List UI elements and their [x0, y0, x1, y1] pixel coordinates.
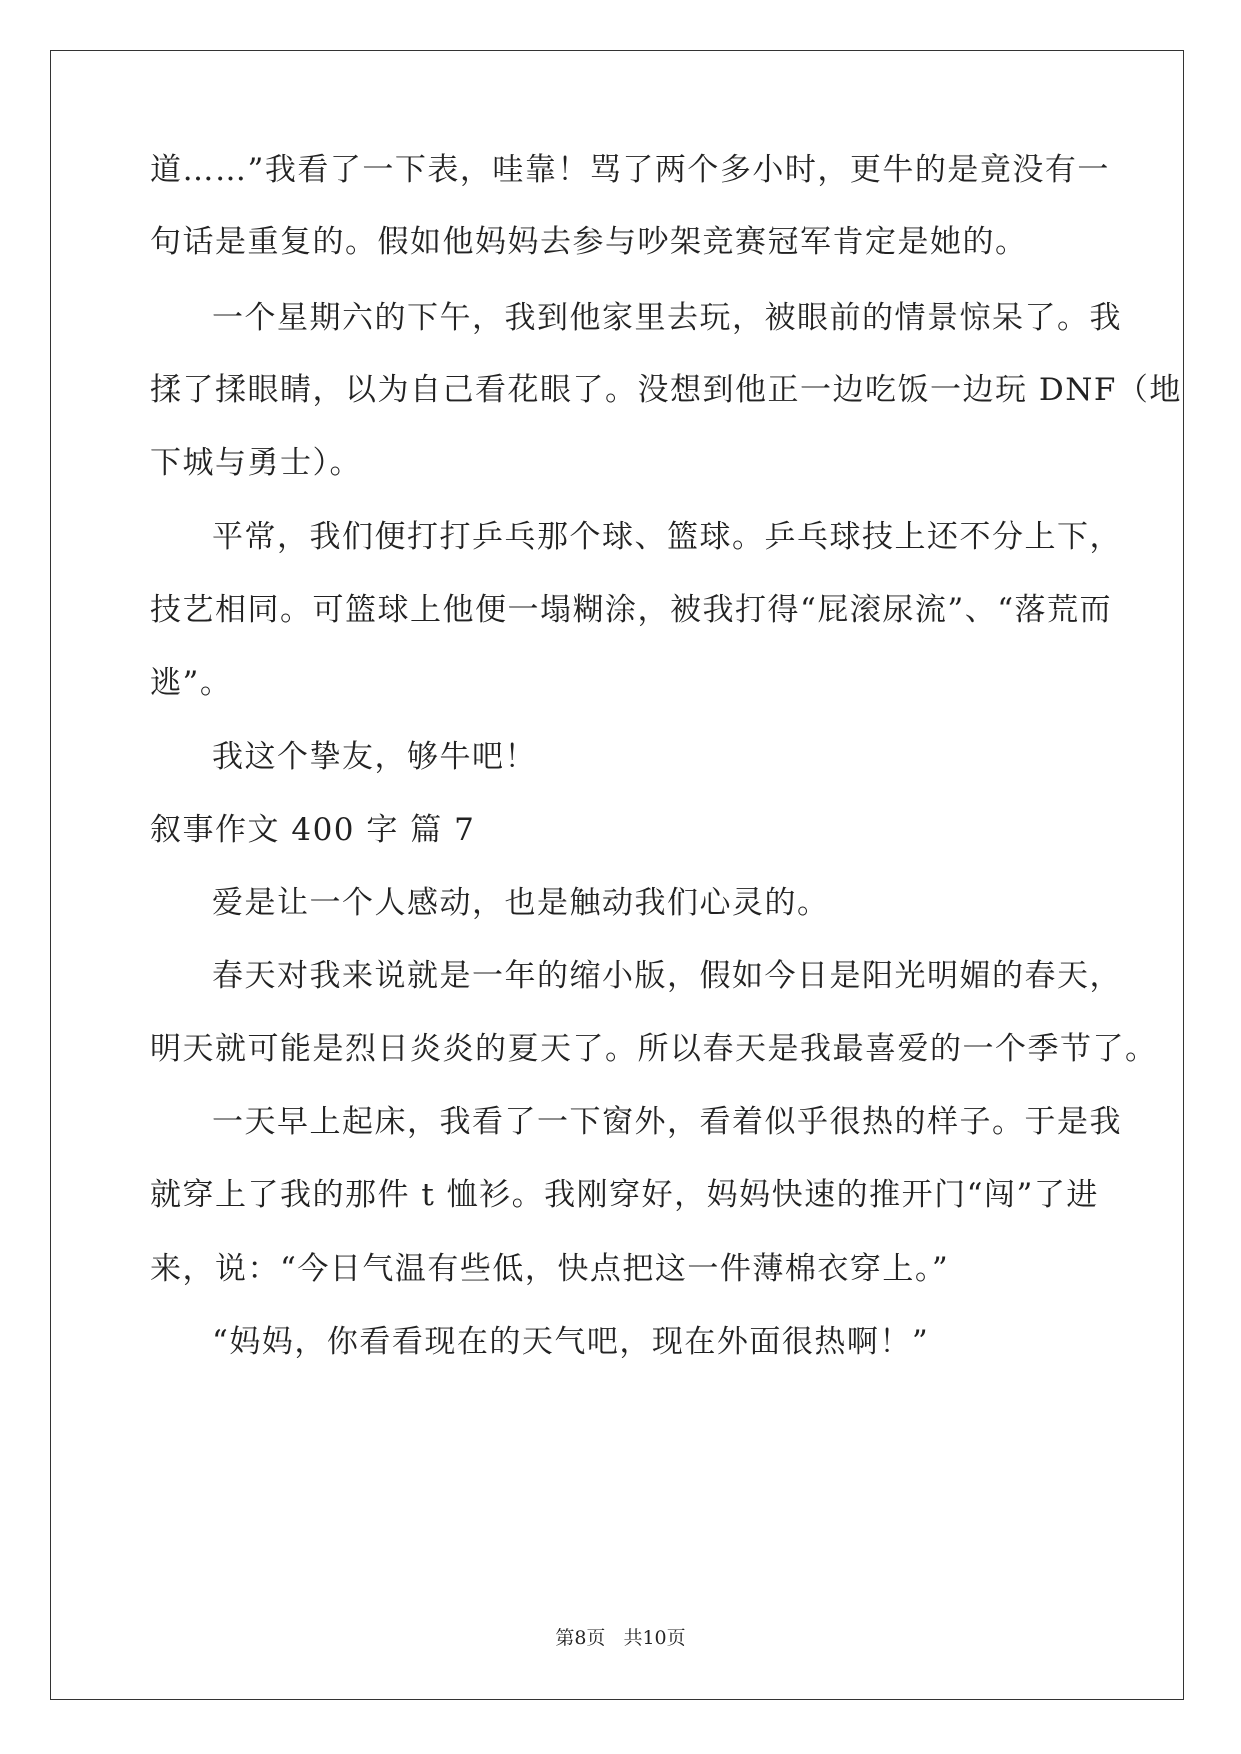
text-line: 一天早上起床，我看了一下窗外，看着似乎很热的样子。于是我: [212, 1104, 1122, 1140]
text-line: 一个星期六的下午，我到他家里去玩，被眼前的情景惊呆了。我: [212, 300, 1122, 336]
text-line: 句话是重复的。假如他妈妈去参与吵架竞赛冠军肯定是她的。: [150, 224, 1028, 260]
text-line: 就穿上了我的那件 t 恤衫。我刚穿好，妈妈快速的推开门“闯”了进: [150, 1177, 1099, 1213]
text-line: 逃”。: [150, 665, 233, 701]
text-line: 平常，我们便打打乒乓那个球、篮球。乒乓球技上还不分上下，: [212, 519, 1122, 555]
text-line: 爱是让一个人感动，也是触动我们心灵的。: [212, 885, 830, 921]
page-number: 第8页: [555, 1627, 606, 1649]
page-footer: [0, 1626, 1241, 1650]
text-line: 道……”我看了一下表，哇靠！骂了两个多小时，更牛的是竟没有一: [150, 152, 1110, 188]
text-line: 我这个挚友，够牛吧！: [212, 739, 537, 775]
text-line: 来，说：“今日气温有些低，快点把这一件薄棉衣穿上。”: [150, 1251, 950, 1287]
text-line: 明天就可能是烈日炎炎的夏天了。所以春天是我最喜爱的一个季节了。: [150, 1031, 1158, 1067]
text-line: 技艺相同。可篮球上他便一塌糊涂，被我打得“屁滚尿流”、“落荒而: [150, 592, 1113, 628]
section-heading: 叙事作文 400 字 篇 7: [150, 812, 476, 848]
text-line: 揉了揉眼睛，以为自己看花眼了。没想到他正一边吃饭一边玩 DNF（地: [150, 372, 1182, 408]
text-line: “妈妈，你看看现在的天气吧，现在外面很热啊！”: [212, 1324, 930, 1360]
text-line: 春天对我来说就是一年的缩小版，假如今日是阳光明媚的春天，: [212, 958, 1122, 994]
page-total: 共10页: [623, 1627, 686, 1649]
text-line: 下城与勇士）。: [150, 445, 362, 481]
